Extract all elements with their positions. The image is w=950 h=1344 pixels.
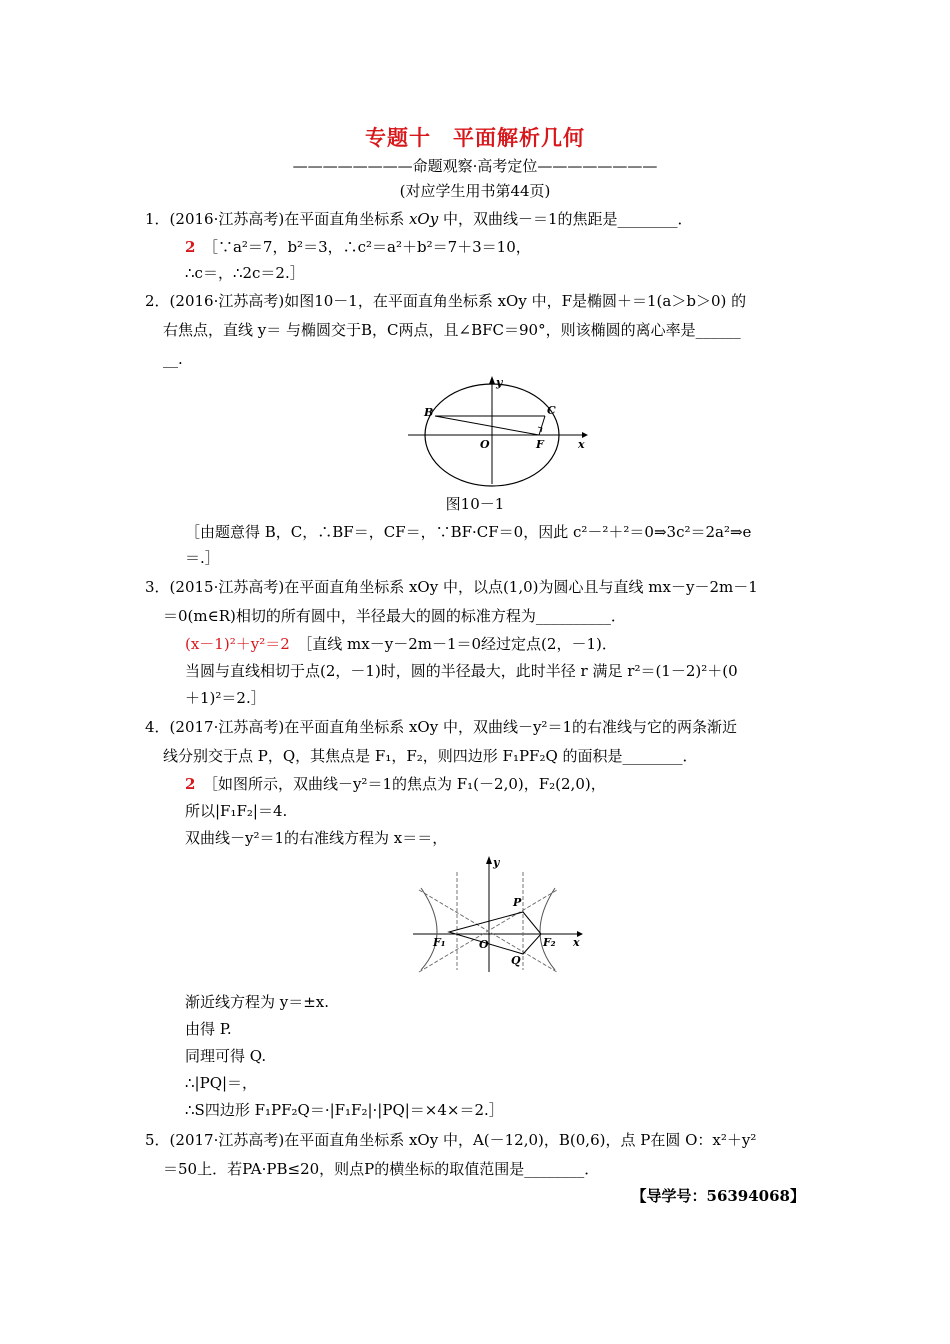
problem-1-solution-line-1: 2 ［∵a²＝7，b²＝3，∴c²＝a²＋b²＝7＋3＝10， bbox=[185, 238, 531, 256]
problem-3-solution-line-1: (x－1)²＋y²＝2 ［直线 mx－y－2m－1＝0经过定点(2，－1)． bbox=[185, 635, 617, 653]
fig1-label-y: y bbox=[496, 376, 503, 389]
problem-1-answer: 2 bbox=[185, 238, 196, 256]
fig2-label-Q: Q bbox=[511, 954, 521, 967]
problem-5-question-line-1: 5．(2017·江苏高考)在平面直角坐标系 xOy 中，A(－12,0)，B(0,6)，点 P在圆 O：x²＋y² bbox=[145, 1131, 757, 1149]
problem-3-question-line-2: ＝0(m∈R)相切的所有圆中，半径最大的圆的标准方程为__________． bbox=[163, 607, 626, 625]
subtitle: ————————命题观察·高考定位———————— bbox=[292, 157, 658, 175]
problem-1-question: 1．(2016·江苏高考)在平面直角坐标系 xOy 中，双曲线－＝1的焦距是________． bbox=[145, 210, 693, 228]
problem-3-answer: (x－1)²＋y²＝2 bbox=[185, 635, 290, 653]
problem-2-question-line-3: __. bbox=[163, 350, 183, 368]
problem-1-solution-line-2: ∴c＝，∴2c＝2.］ bbox=[185, 264, 305, 282]
fig2-label-x: x bbox=[573, 936, 580, 949]
problem-2-question-line-2: 右焦点，直线 y＝ 与椭圆交于B，C两点，且∠BFC＝90°，则该椭圆的离心率是______ bbox=[163, 321, 741, 339]
fig1-label-O: O bbox=[480, 438, 490, 451]
fig1-label-F: F bbox=[536, 438, 544, 451]
problem-4-question-line-2: 线分别交于点 P，Q，其焦点是 F₁，F₂，则四边形 F₁PF₂Q 的面积是________． bbox=[163, 747, 698, 765]
fig1-label-B: B bbox=[424, 406, 434, 419]
figure-10-1-ellipse bbox=[400, 372, 600, 492]
guide-reference-number: 【导学号：56394068】 bbox=[631, 1187, 805, 1205]
problem-2-question-line-1: 2．(2016·江苏高考)如图10－1，在平面直角坐标系 xOy 中，F是椭圆＋＝1(a＞b＞0) 的 bbox=[145, 292, 747, 310]
fig1-label-x: x bbox=[578, 438, 585, 451]
problem-4-question-line-1: 4．(2017·江苏高考)在平面直角坐标系 xOy 中，双曲线－y²＝1的右准线与它的两条渐近 bbox=[145, 718, 737, 736]
figure-hyperbola bbox=[405, 852, 595, 974]
book-reference: (对应学生用书第44页) bbox=[399, 182, 551, 200]
problem-4-solution-line-3: 双曲线－y²＝1的右准线方程为 x＝＝， bbox=[185, 829, 448, 847]
figure-caption: 图10－1 bbox=[445, 495, 505, 513]
problem-4-answer: 2 bbox=[185, 775, 196, 793]
fig1-label-C: C bbox=[547, 404, 556, 417]
problem-3-question-line-1: 3．(2015·江苏高考)在平面直角坐标系 xOy 中，以点(1,0)为圆心且与直线 mx－y－2m－1 bbox=[145, 578, 758, 596]
problem-3-solution-line-3: ＋1)²＝2.］ bbox=[185, 689, 266, 707]
page-title: 专题十 平面解析几何 bbox=[365, 126, 585, 150]
problem-4-solution-line-4: 渐近线方程为 y＝±x. bbox=[185, 993, 330, 1011]
problem-4-solution-line-2: 所以|F₁F₂|＝4. bbox=[185, 802, 288, 820]
problem-4-solution-line-8: ∴S四边形 F₁PF₂Q＝·|F₁F₂|·|PQ|＝×4×＝2.］ bbox=[185, 1101, 504, 1119]
fig2-label-O: O bbox=[479, 938, 489, 951]
fig2-label-y: y bbox=[493, 856, 500, 869]
problem-4-solution-line-7: ∴|PQ|＝， bbox=[185, 1074, 258, 1092]
problem-2-solution-line-2: ＝.］ bbox=[185, 549, 220, 567]
problem-2-solution-line-1: ［由题意得 B，C，∴BF＝，CF＝，∵BF·CF＝0，因此 c²－²＋²＝0⇒3c²＝2a²⇒e bbox=[185, 523, 752, 541]
problem-4-solution-line-5: 由得 P. bbox=[185, 1020, 232, 1038]
problem-3-solution-line-2: 当圆与直线相切于点(2，－1)时，圆的半径最大，此时半径 r 满足 r²＝(1－2)²＋(0 bbox=[185, 662, 738, 680]
fig2-label-P: P bbox=[513, 896, 522, 909]
problem-4-solution-line-6: 同理可得 Q. bbox=[185, 1047, 267, 1065]
fig2-label-F1: F₁ bbox=[433, 936, 446, 949]
problem-5-question-line-2: ＝50上．若PA·PB≤20，则点P的横坐标的取值范围是________． bbox=[163, 1160, 600, 1178]
problem-4-solution-line-1: 2 ［如图所示，双曲线－y²＝1的焦点为 F₁(－2,0)，F₂(2,0)， bbox=[185, 775, 606, 793]
fig2-label-F2: F₂ bbox=[543, 936, 556, 949]
